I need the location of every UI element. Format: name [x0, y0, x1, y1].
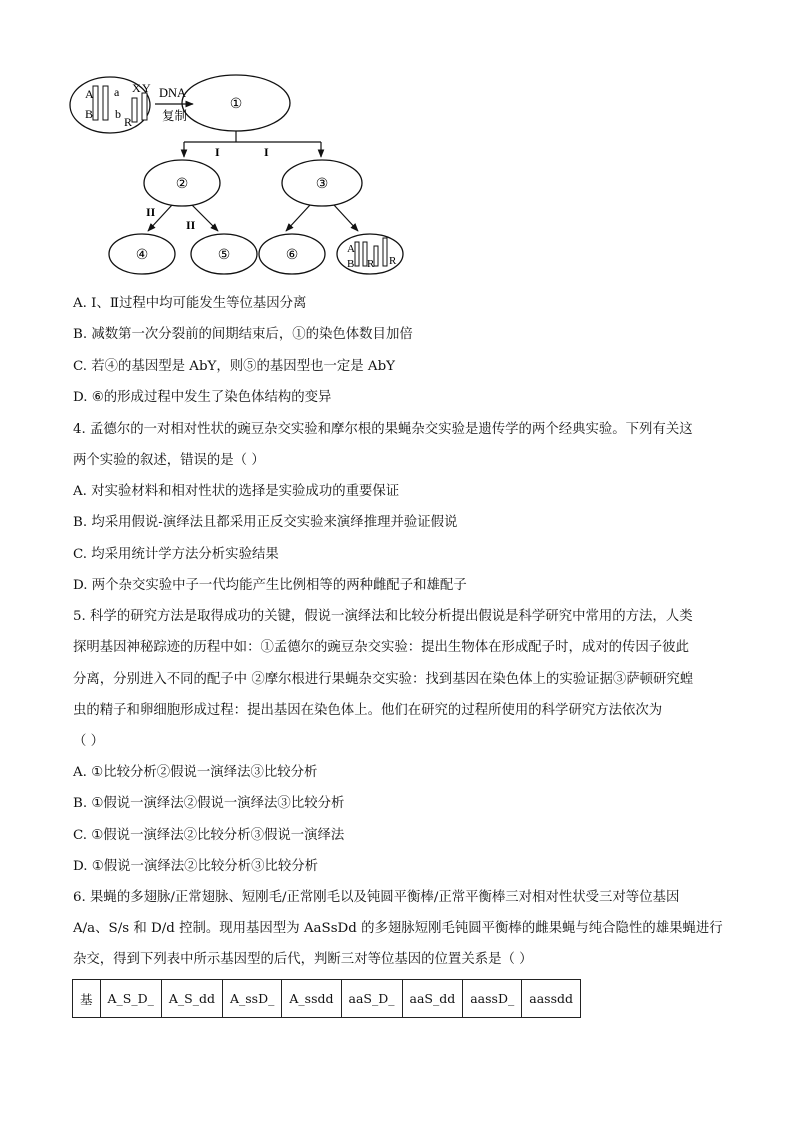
chromosome-Y [142, 93, 147, 120]
last-gene-B: B [347, 258, 355, 270]
q4-option-a: A. 对实验材料和相对性状的选择是实验成功的重要保证 [73, 484, 400, 499]
chromosome-X [132, 98, 137, 122]
table-cell: A_S_dd [161, 980, 222, 1018]
arrow-label-dna: DNA [159, 86, 187, 100]
process-II-lower: II [186, 218, 196, 232]
q4-stem-line1: 4. 孟德尔的一对相对性状的豌豆杂交实验和摩尔根的果蝇杂交实验是遗传学的两个经典实验。下列有关这 [73, 422, 693, 437]
arrow-label-replication: 复制 [162, 109, 188, 123]
q5-option-a: A. ①比较分析②假说一演绎法③比较分析 [73, 765, 318, 780]
chromosome-A [93, 86, 98, 120]
table-cell-header: 基 [73, 980, 101, 1018]
table-cell: aaS_D_ [341, 980, 402, 1018]
q3-option-a: A. I、Ⅱ过程中均可能发生等位基因分离 [73, 296, 307, 311]
meiosis-diagram [60, 68, 440, 288]
last-gene-A: A [347, 243, 355, 255]
q6-stem-line1: 6. 果蝇的多翅脉/正常翅脉、短刚毛/正常刚毛以及钝圆平衡棒/正常平衡棒三对相对性状受三对等位基因 [73, 890, 680, 905]
q3-option-d: D. ⑥的形成过程中发生了染色体结构的变异 [73, 390, 332, 405]
q5-option-c: C. ①假说一演绎法②比较分析③假说一演绎法 [73, 828, 345, 843]
node-6-label: ⑥ [285, 248, 299, 263]
q5-stem-line3: 分离，分别进入不同的配子中 ②摩尔根进行果蝇杂交实验：找到基因在染色体上的实验证据③萨顿研究蝗 [73, 672, 694, 687]
q5-stem-line1: 5. 科学的研究方法是取得成功的关键，假说一演绎法和比较分析提出假说是科学研究中常用的方法，人类 [73, 609, 693, 624]
process-II-upper: II [146, 205, 156, 219]
process-I-left: I [215, 145, 220, 159]
table-cell: A_S_D_ [100, 980, 161, 1018]
q4-option-b: B. 均采用假说-演绎法且都采用正反交实验来演绎推理并验证假说 [73, 515, 458, 530]
node-2-label: ② [175, 177, 189, 192]
gene-a: a [114, 85, 120, 99]
table-cell: aaS_dd [402, 980, 463, 1018]
q5-stem-line4: 虫的精子和卵细胞形成过程：提出基因在染色体上。他们在研究的过程所使用的科学研究方法依次为 [73, 703, 663, 718]
node-1-label: ① [229, 97, 243, 112]
gene-X: X [132, 81, 141, 95]
table-cell: A_ssdd [282, 980, 341, 1018]
last-gene-R1: R [367, 258, 375, 270]
q5-option-d: D. ①假说一演绎法②比较分析③比较分析 [73, 859, 319, 874]
gene-b: b [115, 107, 121, 121]
node-4-label: ④ [135, 248, 149, 263]
q3-option-b: B. 减数第一次分裂前的间期结束后，①的染色体数目加倍 [73, 327, 413, 342]
node-5-label: ⑤ [217, 248, 231, 263]
q5-option-b: B. ①假说一演绎法②假说一演绎法③比较分析 [73, 796, 345, 811]
q5-stem-line5: （ ） [73, 734, 105, 749]
table-cell: A_ssD_ [222, 980, 281, 1018]
table-cell: aassD_ [463, 980, 522, 1018]
chromosome-a [103, 86, 108, 120]
q6-stem-line3: 杂交，得到下列表中所示基因型的后代，判断三对等位基因的位置关系是（ ） [73, 952, 533, 967]
q6-stem-line2: A/a、S/s 和 D/d 控制。现用基因型为 AaSsDd 的多翅脉短刚毛钝圆平衡棒的雌果蝇与纯合隐性的雄果蝇进行 [73, 921, 723, 936]
gene-Y: Y [142, 81, 151, 95]
table-cell: aassdd [522, 980, 581, 1018]
q5-stem-line2: 探明基因神秘踪迹的历程中如：①孟德尔的豌豆杂交实验：提出生物体在形成配子时，成对的传因子彼此 [73, 640, 689, 655]
node-3-label: ③ [315, 177, 329, 192]
genotype-table [72, 979, 581, 1018]
gene-B: B [85, 107, 94, 121]
table-row [73, 980, 581, 1018]
gene-A: A [85, 87, 94, 101]
last-gene-R2: R [389, 255, 397, 267]
q3-option-c: C. 若④的基因型是 AbY，则⑤的基因型也一定是 AbY [73, 359, 395, 374]
process-I-right: I [264, 145, 269, 159]
q4-option-d: D. 两个杂交实验中子一代均能产生比例相等的两种雌配子和雄配子 [73, 578, 467, 593]
gene-R: R [124, 115, 133, 129]
q4-stem-line2: 两个实验的叙述，错误的是（ ） [73, 453, 265, 468]
q4-option-c: C. 均采用统计学方法分析实验结果 [73, 547, 279, 562]
